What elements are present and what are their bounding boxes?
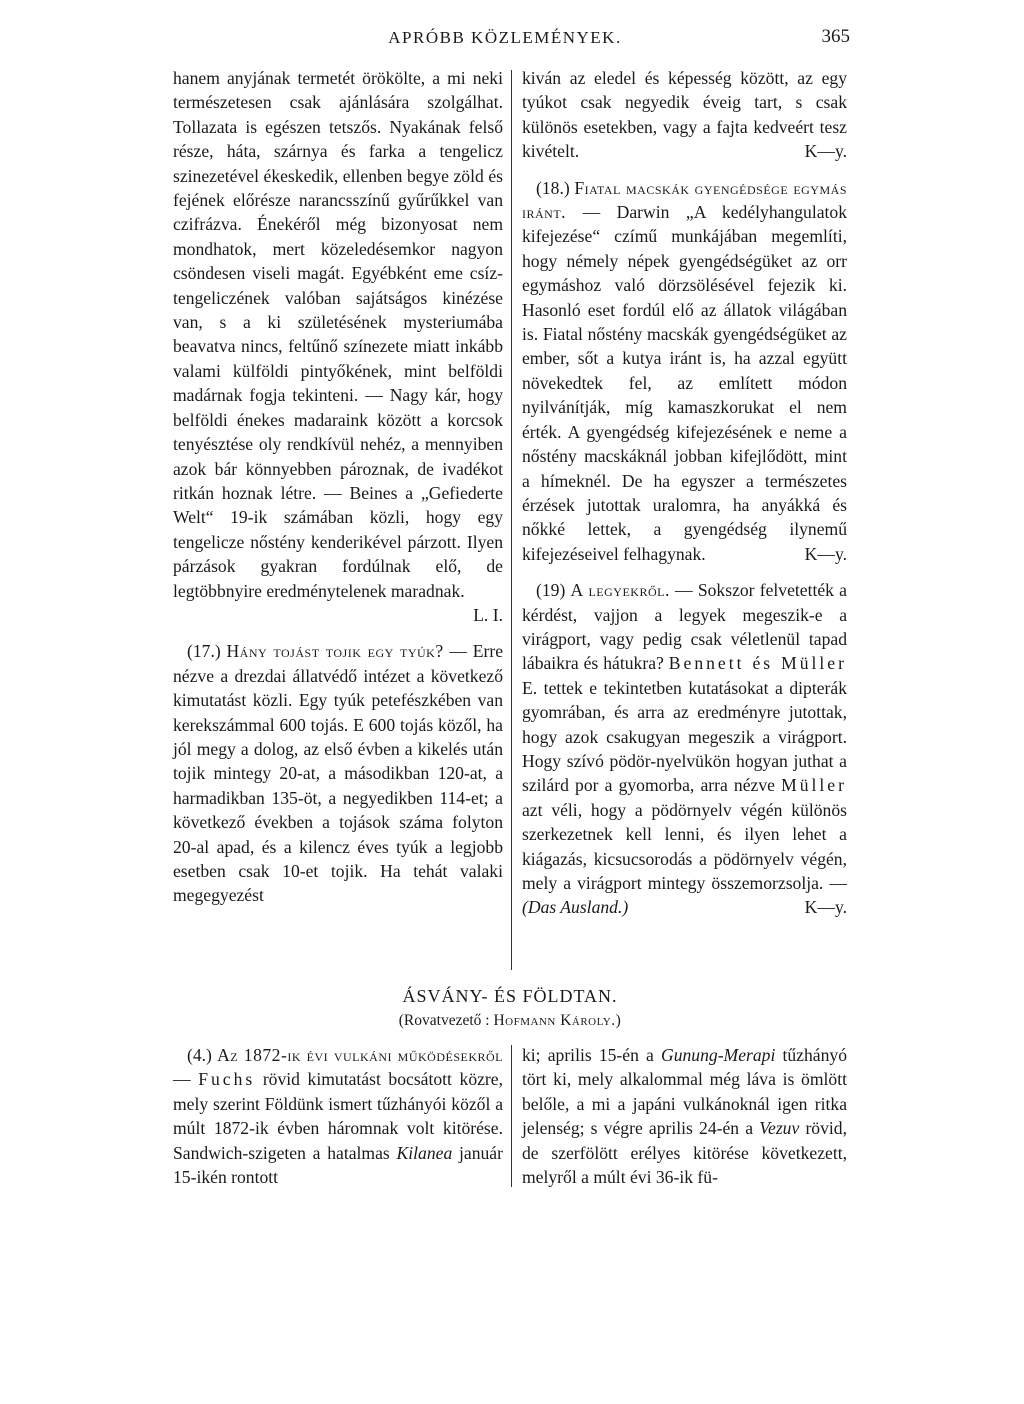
left-column <box>173 66 503 908</box>
source-citation: (Das Ausland.) <box>522 897 629 918</box>
article-text: azt véli, hogy a pödörnyelv végén különös szerkezetnek kell lenni, és ilyen lehet a kiágazás, kicsucsorodás a pödörnyelv végén, mely a virágport mintegy összemorzsolja. — <box>522 799 847 893</box>
author-name: Müller <box>781 775 847 796</box>
page-number: 365 <box>821 26 850 47</box>
signature-row <box>173 603 503 627</box>
article-title: Hány tojást tojik egy tyúk? <box>226 641 444 662</box>
article-number: (19) <box>536 580 566 601</box>
right-column <box>522 66 847 920</box>
signature: K—y. <box>804 141 847 162</box>
article-18 <box>522 176 847 567</box>
right-column-paragraph <box>522 66 847 164</box>
dash: — <box>173 1069 191 1090</box>
running-title: APRÓBB KÖZLEMÉNYEK. <box>388 28 622 47</box>
article-number: (4.) <box>187 1045 212 1065</box>
section-editor <box>173 1012 847 1030</box>
column-divider-top <box>511 70 512 970</box>
article-4-continued <box>522 1043 847 1189</box>
article-number: (17.) <box>187 641 221 662</box>
article-text: ki; aprilis 15-én a <box>522 1045 654 1065</box>
author-name: Fuchs <box>198 1069 256 1090</box>
signature: L. I. <box>473 604 503 625</box>
left-column-paragraph: hanem anyjának termetét örökölte, a mi neki természetesen csak ajánlására szolgálhat. Tollazata is egészen tetszős. Nyakának felső része, háta, szárnya és farka a tengelicz szinezetével ékeskedik, ellenben begye zöld és fejének előrésze narancsszínű gyűrűkkel van czifrázva. Énekéről még bizonyosat nem mondhatok, mert közeledésemkor nagyon csöndesen viseli magát. Egyébként eme csíz-tengeliczének valóban sajátságos kinézése van, s a ki születésének mysteriumába beavatva nincs, feltűnő színezete miatt inkább valami külföldi pintyőkének, mint belföldi madárnak fogja tekinteni. — Nagy kár, hogy belföldi énekes madaraink között a korcsok tenyésztése oly rendkívül nehéz, a mennyiben azok bár könnyebben pároznak, de ivadékot ritkán hoznak létre. — Beines a „Gefiederte Welt“ 19-ik számában közli, hogy egy tengelicze nőstény kenderikével párzott. Ilyen párzások gyakran fordúlnak elő, de legtöbbnyire eredménytelenek maradnak. <box>173 68 503 601</box>
editor-label: (Rovatvezető : <box>398 1012 490 1029</box>
article-text: — Sokszor felvetették a kérdést, vajjon a legyek megeszik-e a virágport, vagy pedig csak véletlenül tapad lábaikra és hátukra? <box>522 580 847 674</box>
article-title: Fiatal macskák gyengédsége egymás iránt. <box>522 177 847 223</box>
volcano-name: Vezuv <box>759 1118 800 1139</box>
article-text: január 15-ikén rontott <box>173 1142 503 1188</box>
page-header <box>160 22 850 52</box>
paragraph-text: kiván az eledel és képesség között, az egy tyúkot csak negyedik éveig tart, s csak különös esetekben, vagy a fajta kedveért tesz kivételt. <box>522 68 847 162</box>
article-text: rövid kimutatást bocsátott közre, mely szerint Földünk ismert tűzhányói közől a múlt 1872-ik évben háromnak volt kitörése. Sandwich-szigeten a hatalmas <box>173 1069 503 1163</box>
bottom-right-column <box>522 1043 847 1189</box>
section-title: ÁSVÁNY- ÉS FÖLDTAN. <box>402 986 618 1006</box>
article-text: — Darwin „A kedélyhangulatok kifejezése“ czímű munkájában megemlíti, hogy némely népek gyengédségüket az orr egymáshoz való dörzsölésével fejezik ki. Hasonló eset fordúl elő az állatok világában is. Fiatal nőstény macskák gyengédségüket az ember, sőt a kutya iránt is, ha azzal együtt növekedtek fel, az említett módon nyilvánítják, míg kamaszkorukat el nem érték. A gyengédség kifejezésének e neme a nőstény macskáknál jobban kifejlődött, mint a hímeknél. De ha egyszer a természetes érzések jutottak uralomra, ha anyákká és nőkké lettek, a gyengédség ilynemű kifejezéseivel felhagynak. <box>522 202 848 564</box>
article-number: (18.) <box>536 177 570 198</box>
volcano-name: Gunung-Merapi <box>661 1045 776 1065</box>
signature: K—y. <box>804 543 847 564</box>
signature: K—y. <box>804 897 847 918</box>
editor-name: Hofmann Károly.) <box>493 1012 622 1029</box>
article-title: Az 1872-ik évi vulkáni működésekről <box>217 1045 503 1065</box>
article-4 <box>173 1043 503 1189</box>
author-names: Bennett és Müller <box>668 653 847 674</box>
article-17 <box>173 639 503 907</box>
article-text: E. tettek e tekintetben kutatásokat a dipterák gyomrában, és arra az eredményre jutottak, hogy azok csakugyan megeszik a virágport. Hogy szívó pödör-nyelvükön hogyan juthat a szilárd por a gyomorba, arra nézve <box>522 677 847 796</box>
volcano-name: Kilanea <box>396 1142 453 1163</box>
bottom-left-column <box>173 1043 503 1189</box>
article-19 <box>522 578 847 920</box>
article-title: A legyekről. <box>570 580 670 601</box>
column-divider-bottom <box>511 1045 512 1187</box>
article-text: rövid, de szerfölött erélyes kitörése következett, melyről a múlt évi 36-ik fü- <box>522 1118 847 1188</box>
article-text: — Erre nézve a drezdai állatvédő intézet a következő kimutatást közli. Egy tyúk petefészkében van kerekszámmal 600 tojás. E 600 tojás közől, ha jól megy a dolog, az első évben a kikelés után tojik mintegy 20-at, a másodikban 120-at, a harmadikban 135-öt, a negyedikben 114-et; a következő években a tojások száma folyton 20-al apad, és a kilencz éves tyúk a legjobb esetben csak 10-et tojik. Ha tehát valaki megegyezést <box>173 641 504 906</box>
article-text: tűzhányó tört ki, mely alkalommal még láva is ömlött belőle, a mi a japáni vulkánoknál igen ritka jelenség; s végre aprilis 24-én a <box>522 1045 847 1139</box>
